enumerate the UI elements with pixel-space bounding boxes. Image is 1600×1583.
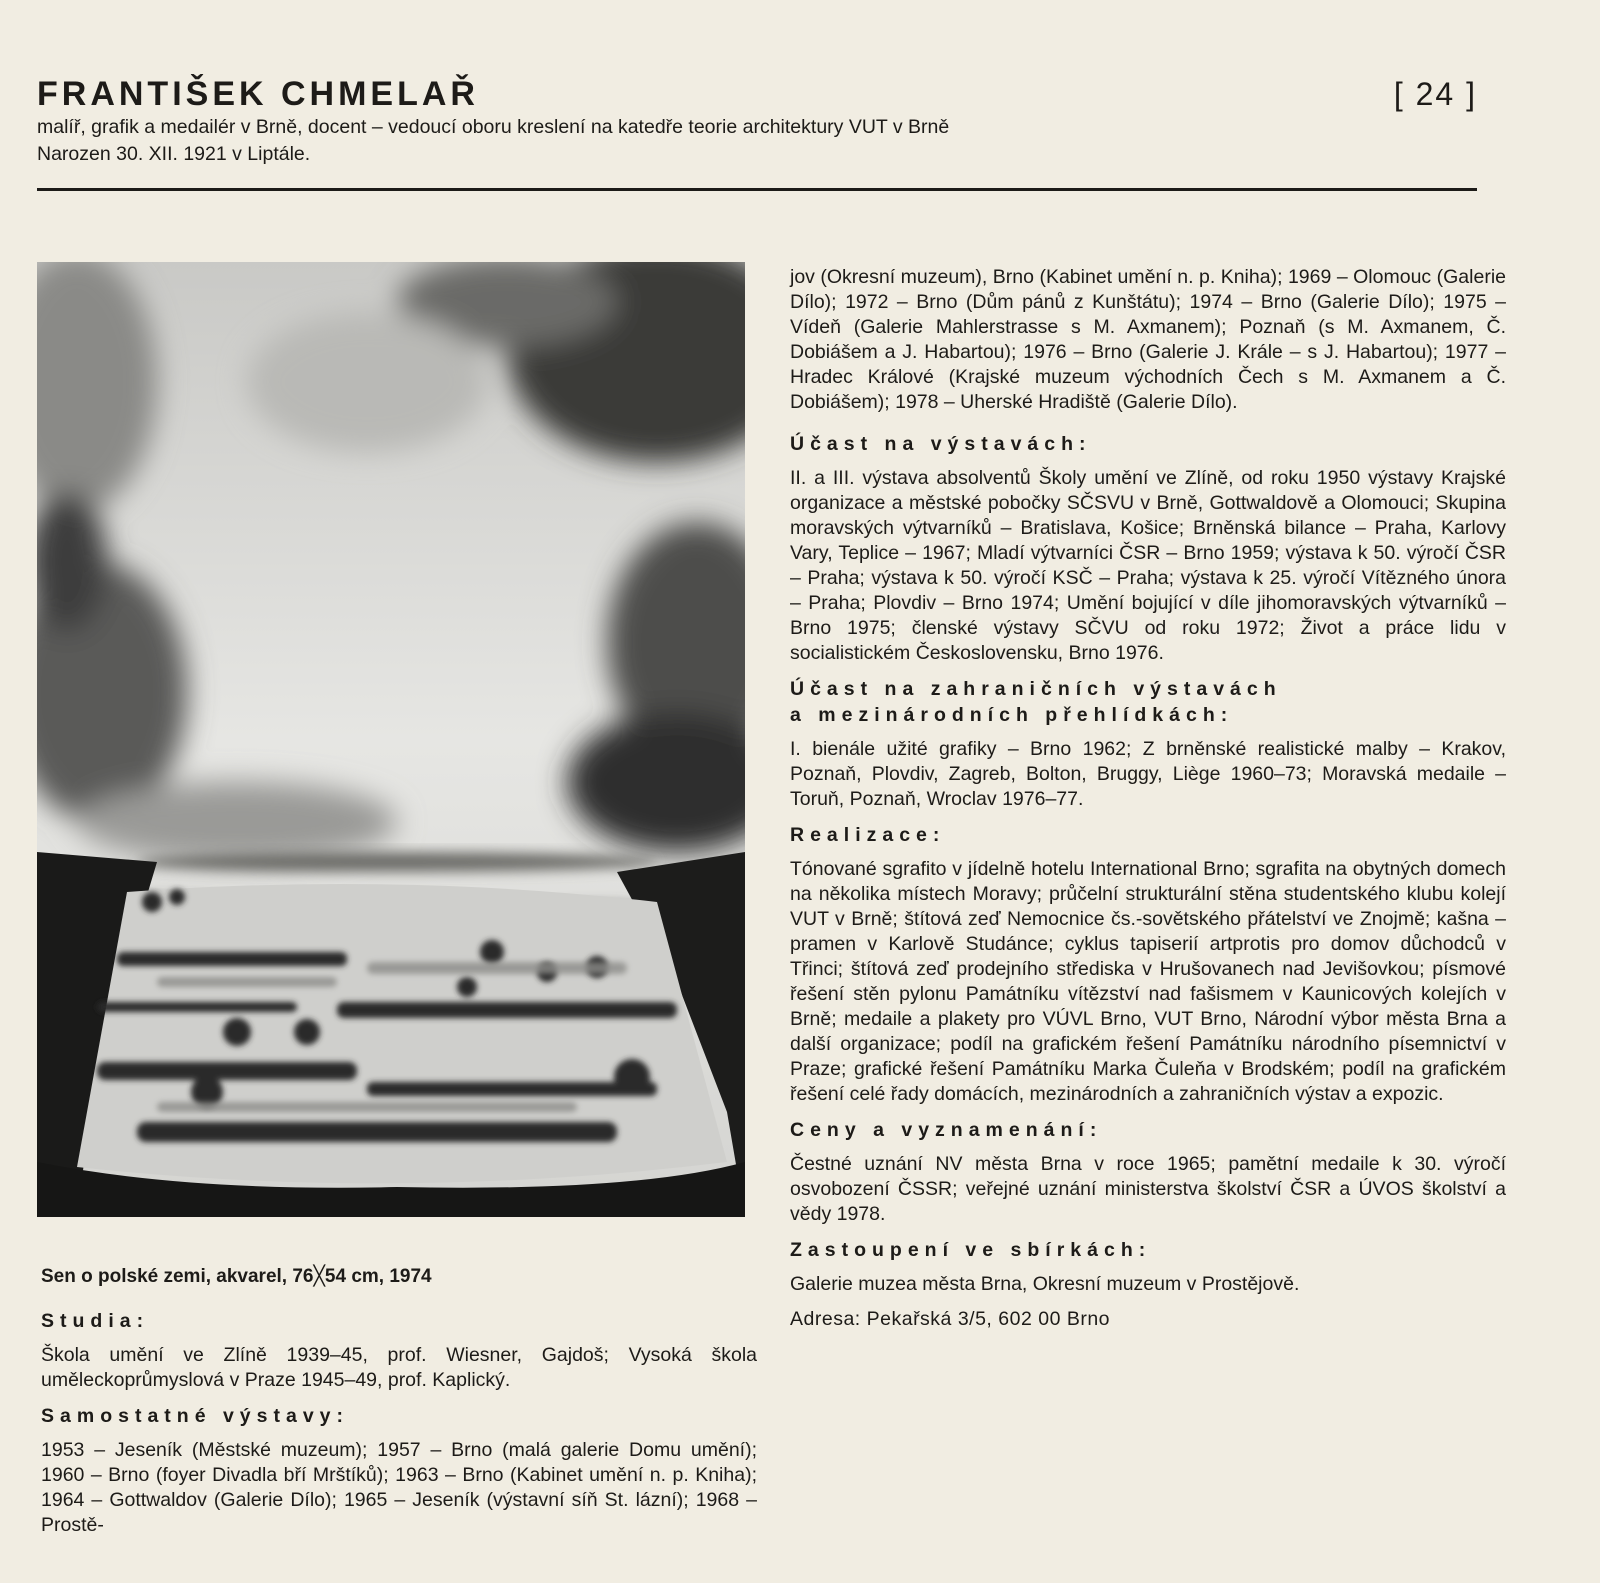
ucast-title: Účast na výstavách: [790, 433, 1092, 455]
zahranicni-title-line1: Účast na zahraničních výstavách [790, 678, 1282, 700]
zahranicni-title-line2: a mezinárodních přehlídkách: [790, 704, 1234, 726]
left-column [41, 1308, 757, 1548]
ceny-title: Ceny a vyznamenání: [790, 1119, 1103, 1141]
ceny-text: Čestné uznání NV města Brna v roce 1965; pamětní medaile k 30. výročí osvobození ČSSR; veřejné uznání ministerstva školství ČSR a ÚVOS školství a vědy 1978. [790, 1153, 1506, 1225]
studia-text: Škola umění ve Zlíně 1939–45, prof. Wiesner, Gajdoš; Vysoká škola uměleckoprůmyslová v Praze 1945–49, prof. Kaplický. [41, 1344, 757, 1391]
realizace-text: Tónované sgrafito v jídelně hotelu International Brno; sgrafita na obytných domech na několika místech Moravy; průčelní strukturální stěna studentského klubu kolejí VUT v Brně; štítová zeď Nemocnice čs.-sovětského přátelství ve Znojmě; kašna – pramen v Karlově Studánce; cyklus tapiserií artprotis pro domov důchodců v Třinci; štítová zeď prodejního střediska v Hrušovanech nad Jevišovkou; písmové řešení stěn pylonu Památníku vítězství nad fašismem v Kaunicových kolejích v Brně; medaile a plakety pro VÚVL Brno, VUT Brno, Národní výbor města Brna a další organizace; podíl na grafickém řešení Památníku národního písemnictví v Praze; grafické řešení Památníku Marka Čuleňa v Brodském; podíl na grafickém řešení celé řady domácích, mezinárodních a zahraničních výstav a expozic. [790, 858, 1506, 1105]
realizace-title: Realizace: [790, 824, 946, 846]
artist-name: FRANTIŠEK CHMELAŘ [37, 75, 479, 113]
right-column [790, 265, 1506, 1332]
artwork-caption: Sen o polské zemi, akvarel, 76╳54 cm, 1974 [41, 1266, 432, 1287]
artist-birth: Narozen 30. XII. 1921 v Liptále. [37, 143, 311, 165]
header-divider [37, 188, 1477, 191]
studia-title: Studia: [41, 1310, 150, 1332]
samostatne-text-left: 1953 – Jeseník (Městské muzeum); 1957 – Brno (malá galerie Domu umění); 1960 – Brno (foyer Divadla bří Mrštíků); 1963 – Brno (Kabinet umění n. p. Kniha); 1964 – Gottwaldov (Galerie Dílo); 1965 – Jeseník (výstavní síň St. lázní); 1968 – Prostě- [41, 1439, 757, 1536]
samostatne-title: Samostatné výstavy: [41, 1405, 350, 1427]
zahranicni-text: I. bienále užité grafiky – Brno 1962; Z brněnské realistické malby – Krakov, Poznaň, Plovdiv, Zagreb, Bolton, Bruggy, Liège 1960–73; Moravská medaile – Toruň, Poznaň, Wroclav 1976–77. [790, 738, 1506, 810]
artist-profession: malíř, grafik a medailér v Brně, docent – vedoucí oboru kreslení na katedře teorie architektury VUT v Brně [37, 116, 950, 138]
page-number: [ 24 ] [1393, 76, 1477, 112]
artwork-image [37, 262, 745, 1217]
watercolor-painting [37, 262, 745, 1217]
address: Adresa: Pekařská 3/5, 602 00 Brno [790, 1308, 1111, 1330]
zastoupeni-text: Galerie muzea města Brna, Okresní muzeum v Prostějově. [790, 1273, 1300, 1295]
ucast-text: II. a III. výstava absolventů Školy umění ve Zlíně, od roku 1950 výstavy Krajské organizace a městské pobočky SČSVU v Brně, Gottwaldově a Olomouci; Skupina moravských výtvarníků – Bratislava, Košice; Brněnská bilance – Praha, Karlovy Vary, Teplice – 1967; Mladí výtvarníci ČSR – Brno 1959; výstava k 50. výročí ČSR – Praha; výstava k 50. výročí KSČ – Praha; výstava k 25. výročí Vítězného února – Praha; Plovdiv – Brno 1974; Umění bojující v díle jihomoravských výtvarníků – Brno 1975; členské výstavy SČVU od roku 1972; Život a práce lidu v socialistickém Československu, Brno 1976. [790, 467, 1506, 664]
samostatne-text-right: jov (Okresní muzeum), Brno (Kabinet umění n. p. Kniha); 1969 – Olomouc (Galerie Dílo); 1972 – Brno (Dům pánů z Kunštátu); 1974 – Brno (Galerie Dílo); 1975 – Vídeň (Galerie Mahlerstrasse s M. Axmanem); Poznaň (s M. Axmanem, Č. Dobiášem a J. Habartou); 1976 – Brno (Galerie J. Krále – s J. Habartou); 1977 – Hradec Králové (Krajské muzeum východních Čech s M. Axmanem a Č. Dobiášem); 1978 – Uherské Hradiště (Galerie Dílo). [790, 266, 1506, 413]
header [37, 74, 1477, 168]
zastoupeni-title: Zastoupení ve sbírkách: [790, 1239, 1152, 1261]
